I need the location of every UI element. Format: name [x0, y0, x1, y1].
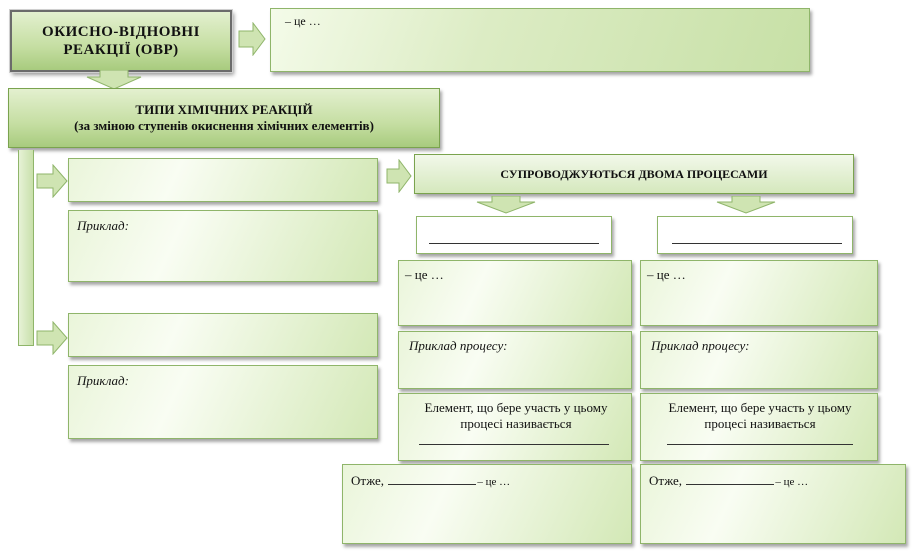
process-2-definition-box[interactable] — [640, 260, 878, 326]
reaction-types-title: ТИПИ ХІМІЧНИХ РЕАКЦІЙ — [135, 102, 313, 117]
process-1-conclusion-blank[interactable] — [388, 484, 476, 485]
process-2-name-blank[interactable] — [672, 243, 842, 244]
arrow-right-icon — [36, 321, 68, 355]
reaction-type-2-example-box[interactable] — [68, 365, 378, 439]
ovr-title: ОКИСНО-ВІДНОВНІ РЕАКЦІЇ (ОВР) — [42, 24, 200, 58]
arrow-down-icon — [716, 196, 776, 214]
reaction-type-2-example-label: Приклад: — [77, 373, 129, 388]
reaction-type-1-example-box[interactable] — [68, 210, 378, 282]
process-1-definition-text: – це … — [405, 267, 444, 282]
process-1-conclusion-box[interactable] — [342, 464, 632, 544]
process-2-element-box[interactable] — [640, 393, 878, 461]
process-2-conclusion — [649, 473, 808, 489]
ovr-definition-box[interactable] — [270, 8, 810, 72]
connector-bar — [18, 150, 34, 346]
ovr-definition-text: – це … — [285, 14, 321, 28]
reaction-types-subtitle: (за зміною ступенів окиснення хімічних елементів) — [74, 118, 374, 133]
processes-heading-box — [414, 154, 854, 194]
process-2-name-box[interactable] — [657, 216, 853, 254]
process-1-element-blank[interactable] — [419, 444, 609, 445]
reaction-type-1-box[interactable] — [68, 158, 378, 202]
reaction-type-2-box[interactable] — [68, 313, 378, 357]
process-1-name-blank[interactable] — [429, 243, 599, 244]
process-1-conclusion-suffix: – це … — [477, 476, 511, 488]
process-2-element-blank[interactable] — [667, 444, 853, 445]
process-2-conclusion-blank[interactable] — [686, 484, 774, 485]
process-2-conclusion-box[interactable] — [640, 464, 906, 544]
process-1-element-label: Елемент, що бере участь у цьому процесі називається — [424, 400, 608, 431]
process-2-element-label: Елемент, що бере участь у цьому процесі називається — [668, 400, 852, 431]
process-1-definition-box[interactable] — [398, 260, 632, 326]
process-1-element-box[interactable] — [398, 393, 632, 461]
processes-heading: СУПРОВОДЖУЮТЬСЯ ДВОМА ПРОЦЕСАМИ — [500, 166, 768, 181]
process-2-example-label: Приклад процесу: — [651, 338, 750, 353]
process-2-conclusion-prefix: Отже, — [649, 473, 683, 488]
process-2-conclusion-suffix: – це … — [775, 476, 809, 488]
ovr-title-box — [10, 10, 232, 72]
arrow-down-icon — [476, 196, 536, 214]
process-1-conclusion — [351, 473, 510, 489]
reaction-type-1-example-label: Приклад: — [77, 218, 129, 233]
process-2-example-box[interactable] — [640, 331, 878, 389]
process-1-example-label: Приклад процесу: — [409, 338, 508, 353]
arrow-right-icon — [238, 22, 266, 56]
arrow-right-icon — [386, 159, 412, 193]
process-2-definition-text: – це … — [647, 267, 686, 282]
process-1-conclusion-prefix: Отже, — [351, 473, 385, 488]
reaction-types-title-box — [8, 88, 440, 148]
arrow-down-icon — [86, 70, 142, 90]
arrow-right-icon — [36, 164, 68, 198]
process-1-example-box[interactable] — [398, 331, 632, 389]
process-1-name-box[interactable] — [416, 216, 612, 254]
